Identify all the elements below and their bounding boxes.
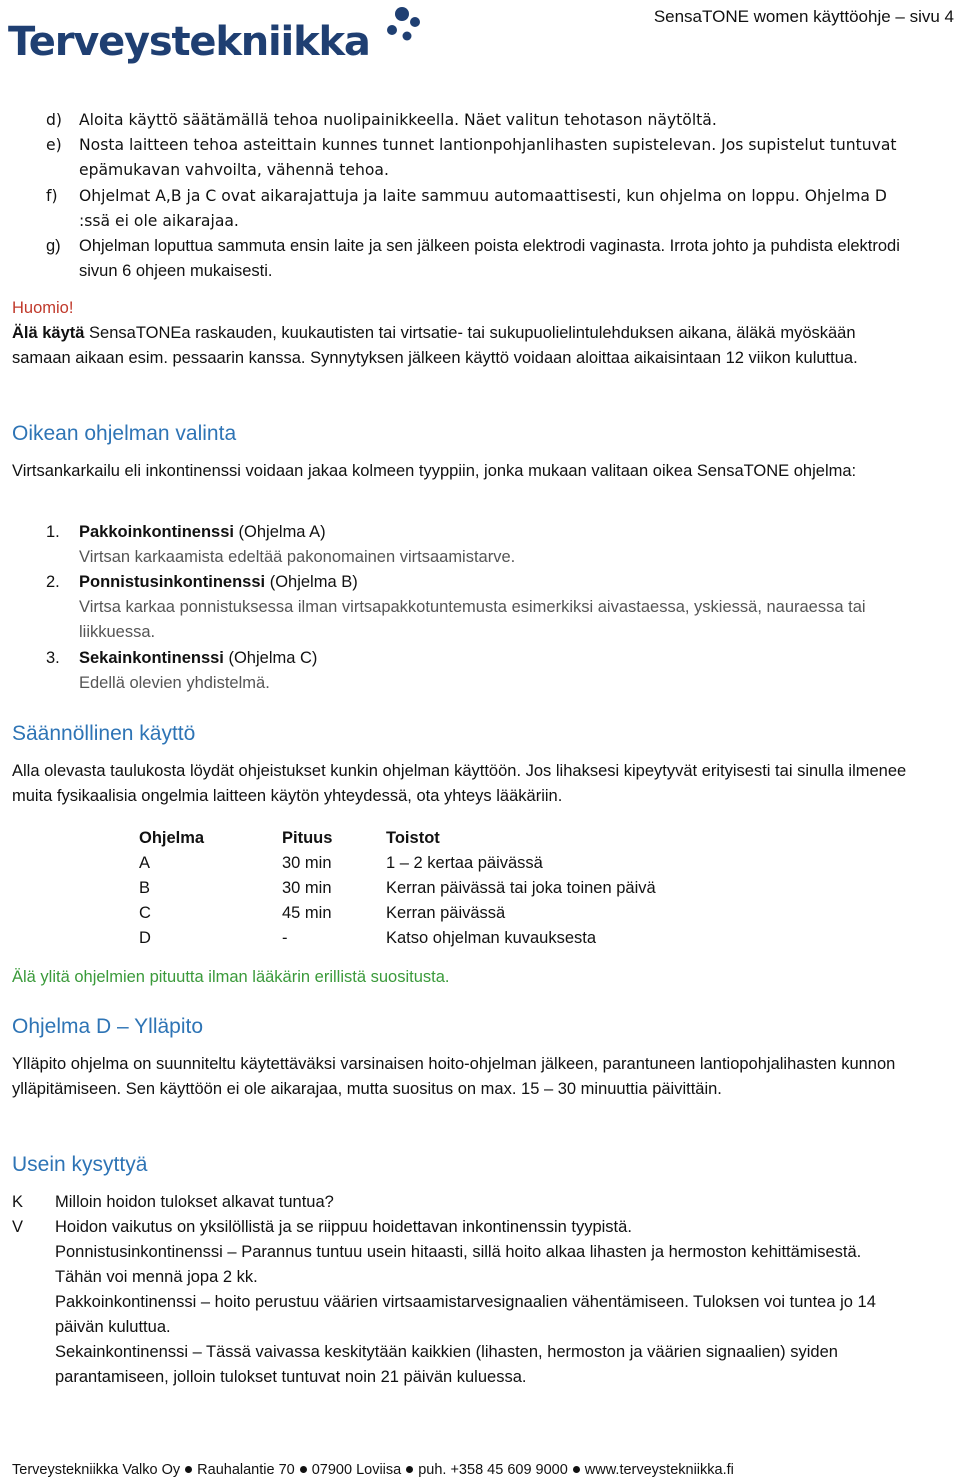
bullet-dot-icon bbox=[185, 1466, 192, 1473]
question-text: Milloin hoidon tulokset alkavat tuntua? bbox=[55, 1193, 334, 1211]
warning-body: SensaTONEa raskauden, kuukautisten tai virtsatie- tai sukupuolielintulehduksen aikana, äläkä myöskään samaan aikaan esim. pessaarin kanssa. Synnytyksen jälkeen käyttö voidaan aloittaa aikaisintaan 12 viikon kuluttua. bbox=[12, 324, 858, 367]
column-header: Ohjelma bbox=[139, 829, 205, 847]
duration-note: Älä ylitä ohjelmien pituutta ilman lääkärin erillistä suositusta. bbox=[12, 968, 450, 986]
column-header: Toistot bbox=[386, 829, 440, 847]
answer-line: Sekainkontinenssi – Tässä vaivassa keskitytään kaikkien (lihasten, hermoston ja väärien signaalien) syiden parantamiseen, jolloin tulokset tuntuvat noin 21 päivän kuluessa. bbox=[55, 1343, 838, 1386]
step-text: Nosta laitteen tehoa asteittain kunnes tunnet lantionpohjanlihasten supistelevan. Jos supistelut tuntuvat epämukavan vahvoilta, vähennä tehoa. bbox=[79, 136, 897, 179]
bullet-dot-icon bbox=[406, 1466, 413, 1473]
table-cell: Kerran päivässä bbox=[386, 904, 506, 922]
table-cell: - bbox=[282, 929, 288, 947]
table-cell: C bbox=[139, 904, 151, 922]
table-row bbox=[132, 901, 656, 926]
answer-marker: V bbox=[12, 1218, 24, 1236]
footer-phone: puh. +358 45 609 9000 bbox=[418, 1462, 568, 1478]
program-intro: Virtsankarkailu eli inkontinenssi voidaan jakaa kolmeen tyyppiin, jonka mukaan valitaan oikea SensaTONE ohjelma: bbox=[12, 462, 857, 480]
table-cell: 30 min bbox=[282, 879, 332, 897]
logo-text: Terveystekniikka bbox=[8, 19, 370, 65]
table-row bbox=[132, 876, 656, 901]
table-cell: Kerran päivässä tai joka toinen päivä bbox=[386, 879, 656, 897]
type-description: Virtsan karkaamista edeltää pakonomainen virtsaamistarve. bbox=[79, 548, 516, 566]
type-description: Edellä olevien yhdistelmä. bbox=[79, 674, 270, 692]
type-description: Virtsa karkaa ponnistuksessa ilman virtsapakkotuntemusta esimerkiksi aivastaessa, yskiessä, nauraessa tai liikkuessa. bbox=[79, 598, 866, 641]
regular-use-intro: Alla olevasta taulukosta löydät ohjeistukset kunkin ohjelman käyttöön. Jos lihaksesi kipeytyvät erityisesti tai sinulla ilmenee muita fysikaalisia ongelmia laitteen käytön yhteydessä, ota yhteys lääkäriin. bbox=[12, 762, 907, 805]
warning-label: Huomio! bbox=[12, 299, 74, 317]
table-row bbox=[132, 926, 656, 951]
warning-text bbox=[12, 321, 912, 371]
logo-dots-icon bbox=[378, 4, 428, 64]
answer-line: Hoidon vaikutus on yksilöllistä ja se riippuu hoidettavan inkontinenssin tyypistä. bbox=[55, 1218, 632, 1236]
table-cell: 30 min bbox=[282, 854, 332, 872]
program-d-text: Ylläpito ohjelma on suunniteltu käytettäväksi varsinaisen hoito-ohjelman jälkeen, parantuneen lantiopohjalihasten kunnon ylläpitämiseen. Sen käyttöön ei ole aikarajaa, mutta suositus on max. 15 – 30 minuuttia päivittäin. bbox=[12, 1055, 896, 1098]
table-cell: 1 – 2 kertaa päivässä bbox=[386, 854, 543, 872]
bullet-dot-icon bbox=[300, 1466, 307, 1473]
step-marker: d) bbox=[46, 111, 62, 129]
table-row bbox=[132, 851, 656, 876]
step-f bbox=[46, 184, 906, 234]
table-cell: Katso ohjelman kuvauksesta bbox=[386, 929, 597, 947]
step-e bbox=[46, 133, 906, 183]
type-program: (Ohjelma A) bbox=[233, 523, 326, 541]
program-table bbox=[132, 826, 656, 951]
step-marker: f) bbox=[46, 187, 58, 205]
type-marker: 3. bbox=[46, 649, 60, 667]
heading-program-selection: Oikean ohjelman valinta bbox=[12, 422, 237, 445]
step-text: Aloita käyttö säätämällä tehoa nuolipainikkeella. Näet valitun tehotason näytöltä. bbox=[79, 111, 717, 129]
table-cell: B bbox=[139, 879, 151, 897]
answer-line: Pakkoinkontinenssi – hoito perustuu väärien virtsaamistarvesignaalien vähentämiseen. Tuloksen voi tuntea jo 14 päivän kuluttua. bbox=[55, 1293, 876, 1336]
company-logo bbox=[8, 4, 428, 70]
type-name: Sekainkontinenssi bbox=[79, 649, 224, 667]
incontinence-type-3 bbox=[46, 646, 906, 696]
step-marker: e) bbox=[46, 136, 62, 154]
type-name: Pakkoinkontinenssi bbox=[79, 523, 234, 541]
heading-program-d: Ohjelma D – Ylläpito bbox=[12, 1015, 204, 1038]
heading-regular-use: Säännöllinen käyttö bbox=[12, 722, 196, 745]
footer-street: Rauhalantie 70 bbox=[197, 1462, 295, 1478]
table-header-row bbox=[132, 826, 656, 851]
warning-bold: Älä käytä bbox=[12, 324, 85, 342]
type-program: (Ohjelma B) bbox=[265, 573, 358, 591]
heading-faq: Usein kysyttyä bbox=[12, 1153, 148, 1176]
table-cell: 45 min bbox=[282, 904, 332, 922]
step-text: Ohjelman loputtua sammuta ensin laite ja sen jälkeen poista elektrodi vaginasta. Irrota johto ja puhdista elektrodi sivun 6 ohjeen mukaisesti. bbox=[79, 237, 900, 280]
step-marker: g) bbox=[46, 237, 61, 255]
answer-line: Ponnistusinkontinenssi – Parannus tuntuu usein hitaasti, sillä hoito alkaa lihasten ja hermoston kehittämisestä. Tähän voi mennä jopa 2 kk. bbox=[55, 1243, 862, 1286]
page-footer bbox=[12, 1458, 734, 1483]
faq-question bbox=[12, 1190, 912, 1215]
table-cell: D bbox=[139, 929, 151, 947]
step-g bbox=[46, 234, 906, 284]
column-header: Pituus bbox=[282, 829, 333, 847]
page-header-title: SensaTONE women käyttöohje – sivu 4 bbox=[653, 7, 954, 26]
incontinence-type-1 bbox=[46, 520, 906, 570]
type-marker: 2. bbox=[46, 573, 60, 591]
faq-answer bbox=[12, 1215, 912, 1390]
table-cell: A bbox=[139, 854, 151, 872]
type-name: Ponnistusinkontinenssi bbox=[79, 573, 266, 591]
type-program: (Ohjelma C) bbox=[223, 649, 318, 667]
footer-postal: 07900 Loviisa bbox=[311, 1462, 402, 1478]
incontinence-type-2 bbox=[46, 570, 906, 645]
footer-company: Terveystekniikka Valko Oy bbox=[12, 1462, 181, 1478]
step-text: Ohjelmat A,B ja C ovat aikarajattuja ja laite sammuu automaattisesti, kun ohjelma on loppu. Ohjelma D :ssä ei ole aikarajaa. bbox=[79, 187, 887, 230]
type-marker: 1. bbox=[46, 523, 60, 541]
footer-website-link[interactable]: www.terveystekniikka.fi bbox=[584, 1462, 734, 1478]
bullet-dot-icon bbox=[573, 1466, 580, 1473]
step-d bbox=[46, 108, 906, 133]
question-marker: K bbox=[12, 1193, 24, 1211]
